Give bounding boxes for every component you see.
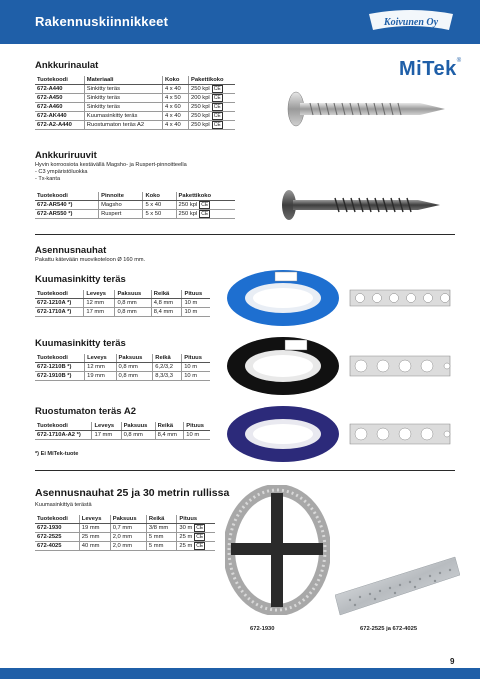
col-header: Koko (162, 76, 188, 85)
table-row: 672-1930 19 mm 0,7 mm 3/8 mm 30 m CE (35, 524, 215, 533)
mitek-logo: MiTek® (399, 58, 462, 80)
navy-strap-roll-image (225, 404, 455, 464)
strap-table (35, 354, 210, 381)
col-header: Leveys (92, 422, 121, 431)
strap-group-title: Ruostumaton teräs A2 (35, 406, 136, 417)
table-row: 672-A450 Sinkitty teräs 4 x 50 200 kpl CE (35, 94, 235, 103)
page-heading: Rakennuskiinnikkeet (35, 14, 169, 29)
col-header: Paksuus (115, 290, 151, 299)
table-row: 672-AK440 Kuumasinkitty teräs 4 x 40 250 kpl CE (35, 112, 235, 121)
ce-mark-icon: CE (196, 534, 204, 540)
col-header: Reikä (151, 290, 182, 299)
rolls-description: Kuumasinkittyä terästä (35, 502, 92, 508)
screws-title: Ankkuriruuvit (35, 150, 97, 161)
strap-group-title: Kuumasinkitty teräs (35, 338, 126, 349)
section-divider (35, 470, 455, 471)
col-header: Tuotekoodi (35, 354, 85, 363)
straps-title: Asennusnauhat (35, 245, 107, 256)
ce-mark-icon: CE (201, 211, 209, 217)
ce-mark-icon: CE (196, 543, 204, 549)
col-header: Reikä (155, 422, 184, 431)
footnote: *) Ei MiTek-tuote (35, 451, 79, 457)
nails-title: Ankkurinaulat (35, 60, 99, 71)
table-row: 672-1210A *) 12 mm 0,8 mm 4,8 mm 10 m (35, 299, 210, 308)
col-header: Leveys (84, 290, 115, 299)
col-header: Pakettikoko (176, 192, 235, 201)
col-header: Reikä (153, 354, 182, 363)
black-strap-roll-image (225, 334, 455, 398)
col-header: Tuotekoodi (35, 290, 84, 299)
col-header: Materiaali (84, 76, 162, 85)
strap-table (35, 290, 210, 317)
steel-coil-image (225, 485, 330, 615)
col-header: Pituus (184, 422, 210, 431)
col-header: Tuotekoodi (35, 76, 84, 85)
page-number: 9 (450, 657, 455, 666)
ce-mark-icon: CE (201, 202, 209, 208)
screws-table (35, 192, 235, 219)
image-caption: 672-1930 (250, 626, 275, 632)
table-row: 672-1210B *) 12 mm 0,8 mm 6,2/3,2 10 m (35, 363, 210, 372)
col-header: Tuotekoodi (35, 192, 99, 201)
col-header: Pinnoite (99, 192, 143, 201)
anchor-screw-image (275, 185, 450, 230)
ce-mark-icon: CE (213, 95, 221, 101)
strap-table (35, 422, 210, 440)
col-header: Paksuus (121, 422, 155, 431)
table-row: 672-A2-A440 Ruostumaton teräs A2 4 x 40 250 kpl CE (35, 121, 235, 130)
footer-bar (0, 668, 480, 679)
ce-mark-icon: CE (213, 104, 221, 110)
table-row: 672-1710A *) 17 mm 0,8 mm 8,4 mm 10 m (35, 308, 210, 317)
perforated-strip-image (335, 555, 460, 617)
screws-description: Hyvin korroosiota kestävällä Magsho- ja Ruspert-pinnoitteella - C3 ympäristöluokka - Tx-kanta (35, 162, 187, 182)
table-row: 672-4025 40 mm 2,0 mm 5 mm 25 m CE (35, 542, 215, 551)
svg-text:Koivunen Oy: Koivunen Oy (383, 17, 439, 28)
col-header: Pakettikoko (189, 76, 235, 85)
table-row: 672-1710A-A2 *) 17 mm 0,8 mm 8,4 mm 10 m (35, 431, 210, 440)
table-row: 672-A460 Sinkitty teräs 4 x 60 250 kpl CE (35, 103, 235, 112)
blue-strap-roll-image (225, 268, 455, 328)
ce-mark-icon: CE (213, 122, 221, 128)
ce-mark-icon: CE (196, 525, 204, 531)
rolls-title: Asennusnauhat 25 ja 30 metrin rullissa (35, 487, 230, 499)
col-header: Tuotekoodi (35, 422, 92, 431)
table-row: 672-A440 Sinkitty teräs 4 x 40 250 kpl CE (35, 85, 235, 94)
ce-mark-icon: CE (213, 86, 221, 92)
anchor-nail-image (280, 85, 450, 135)
col-header: Pituus (177, 515, 215, 524)
table-row: 672-AR550 *) Ruspert 5 x 50 250 kpl CE (35, 210, 235, 219)
table-row: 672-AR540 *) Magsho 5 x 40 250 kpl CE (35, 201, 235, 210)
table-row: 672-1910B *) 19 mm 0,8 mm 8,3/3,3 10 m (35, 372, 210, 381)
col-header: Reikä (146, 515, 177, 524)
col-header: Paksuus (110, 515, 146, 524)
section-divider (35, 234, 455, 235)
koivunen-logo (365, 8, 457, 36)
col-header: Tuotekoodi (35, 515, 79, 524)
col-header: Paksuus (116, 354, 153, 363)
col-header: Pituus (182, 354, 210, 363)
strap-group-title: Kuumasinkitty teräs (35, 274, 126, 285)
col-header: Leveys (85, 354, 116, 363)
ce-mark-icon: CE (213, 113, 221, 119)
nails-table (35, 76, 235, 130)
header-bar (0, 0, 480, 44)
col-header: Pituus (182, 290, 210, 299)
rolls-table (35, 515, 215, 551)
image-caption: 672-2525 ja 672-4025 (360, 626, 418, 632)
col-header: Koko (143, 192, 176, 201)
col-header: Leveys (79, 515, 110, 524)
table-row: 672-2525 25 mm 2,0 mm 5 mm 25 m CE (35, 533, 215, 542)
straps-description: Pakattu kätevään muovikoteloon Ø 160 mm. (35, 257, 146, 263)
